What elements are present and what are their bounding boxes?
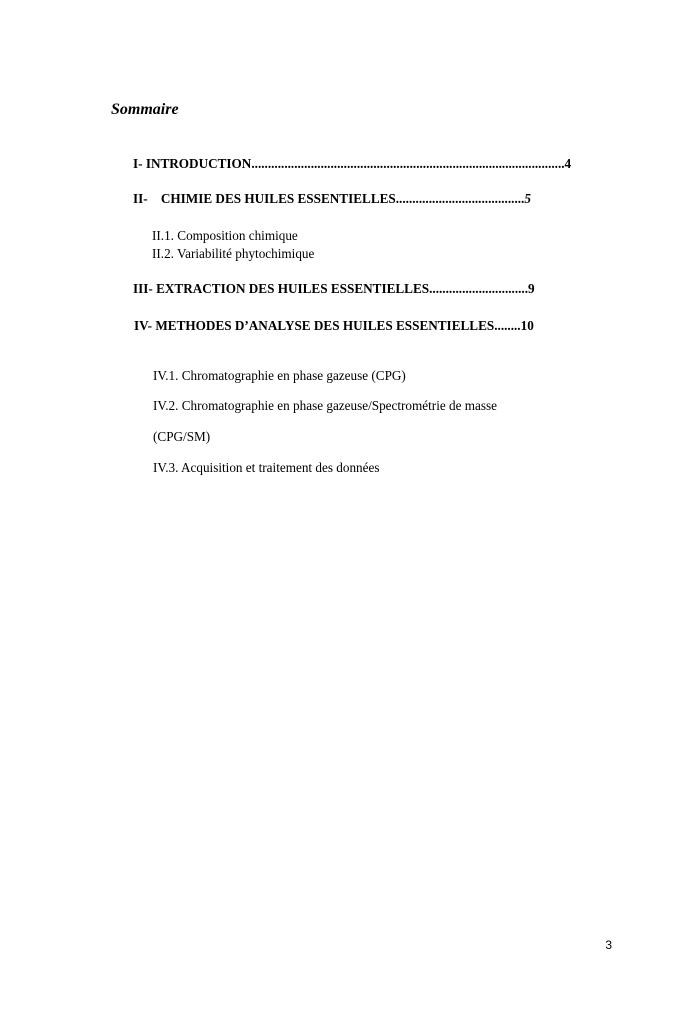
toc-entry-dots: ............................................................................................... <box>251 156 565 171</box>
toc-subentry-acquisition: IV.3. Acquisition et traitement des données <box>153 460 380 475</box>
toc-subentry-variabilite: II.2. Variabilité phytochimique <box>152 246 315 261</box>
toc-entry-label: III- EXTRACTION DES HUILES ESSENTIELLES <box>133 281 430 296</box>
toc-entry-page: 5 <box>524 191 531 206</box>
toc-entry-methodes <box>134 318 534 334</box>
toc-entry-page: 10 <box>520 318 534 333</box>
page-number: 3 <box>605 938 612 952</box>
toc-subentry-composition: II.1. Composition chimique <box>152 228 298 243</box>
toc-subentry-cpg-sm: IV.2. Chromatographie en phase gazeuse/Spectrométrie de masse <box>153 398 497 413</box>
toc-entry-dots: .............................. <box>429 281 529 296</box>
toc-entry-label: II- CHIMIE DES HUILES ESSENTIELLES <box>133 191 396 206</box>
toc-entry-page: 9 <box>528 281 535 296</box>
toc-entry-dots: ....................................... <box>395 191 525 206</box>
toc-subentry-cpg: IV.1. Chromatographie en phase gazeuse (CPG) <box>153 368 406 383</box>
toc-subentry-cpg-sm-abbrev: (CPG/SM) <box>153 429 211 444</box>
toc-entry-chimie <box>133 191 531 207</box>
toc-entry-label: IV- METHODES D’ANALYSE DES HUILES ESSENTIELLES <box>134 318 495 333</box>
toc-entry-introduction <box>133 156 571 172</box>
page-title: Sommaire <box>111 101 179 118</box>
toc-entry-extraction <box>133 281 535 297</box>
toc-entry-page: 4 <box>564 156 572 171</box>
toc-entry-label: I- INTRODUCTION <box>133 156 252 171</box>
toc-entry-dots: ........ <box>494 318 521 333</box>
